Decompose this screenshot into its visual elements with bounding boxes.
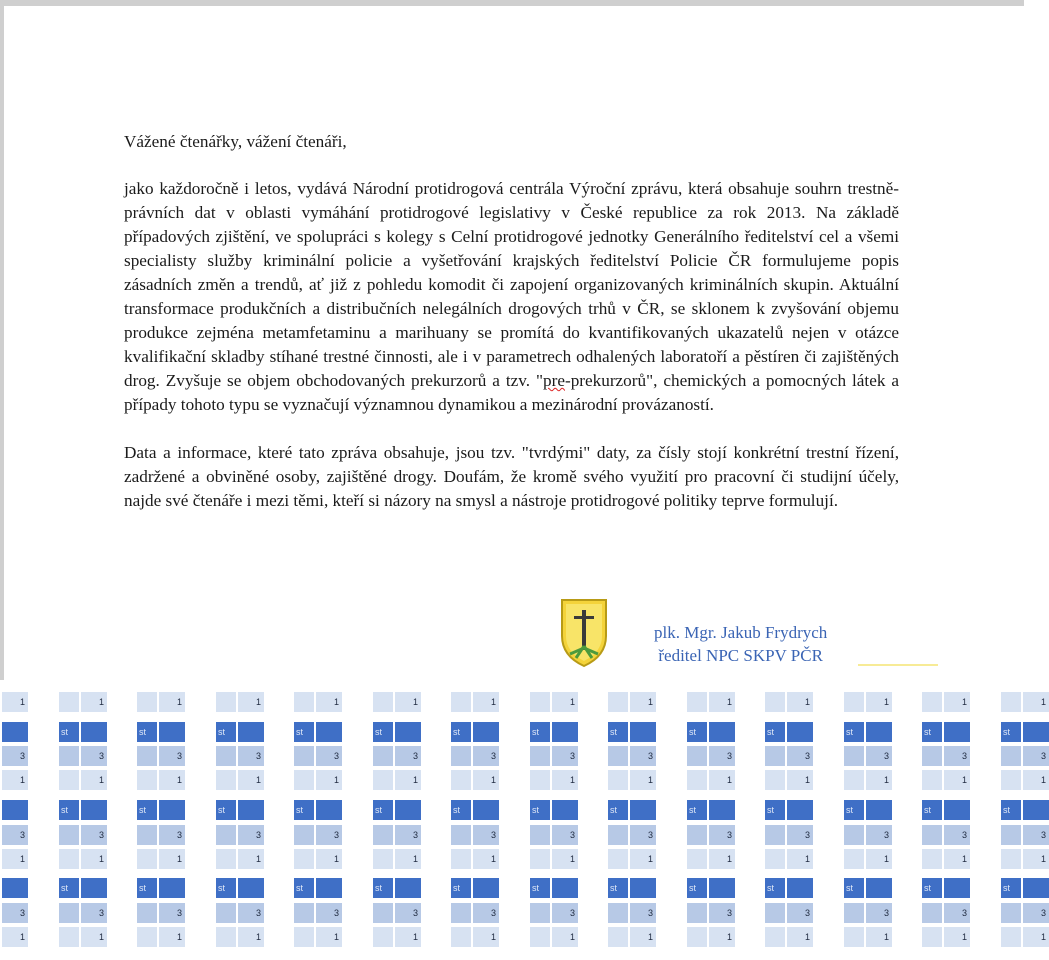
table-cell: [294, 903, 314, 923]
table-cell: [373, 692, 393, 712]
table-cell: st: [530, 878, 550, 898]
table-cell-value: [81, 800, 107, 820]
table-cell-value: [238, 722, 264, 742]
table-cell-value: 3: [1023, 903, 1049, 923]
table-cell-value: 1: [2, 927, 28, 947]
table-cell: [1001, 927, 1021, 947]
table-cell-value: 3: [552, 903, 578, 923]
table-cell-value: 1: [944, 770, 970, 790]
table-cell: [608, 849, 628, 869]
paragraph-1-text-a: jako každoročně i letos, vydává Národní protidrogová centrála Výroční zprávu, která obsahuje souhrn trestně-právních dat v oblasti vymáhání protidrogové legislativy v České republice za rok 2013. Na základě případových zjištění, ve spolupráci s kolegy s Celní protidrogové jednotky Generálního ředitelství cel a všemi specialisty služby kriminální policie a vyšetřování krajských ředitelství Policie ČR formulujeme popis zásadních změn a trendů, ať již z pohledu komodit či zapojení organizovaných kriminálních skupin. Aktuální transformace produkčních a distribučních nelegálních drogových trhů v ČR, se sklonem k zvyšování objemu produkce zejména metamfetaminu a marihuany se promítá do kvantifikovaných ukazatelů nejen v otázce kvalifikační skladby stíhané trestné činnosti, ale i v parametrech odhalených laboratoří a pěstíren či zajištěných drog. Zvyšuje se objem obchodovaných prekurzorů a tzv. ": [124, 179, 899, 390]
table-cell: [294, 746, 314, 766]
table-cell: [373, 849, 393, 869]
table-cell: [59, 770, 79, 790]
table-cell-value: [473, 878, 499, 898]
table-cell: st: [765, 878, 785, 898]
table-cell-value: [630, 800, 656, 820]
table-cell: [59, 746, 79, 766]
table-cell: st: [1001, 722, 1021, 742]
table-cell-value: 3: [81, 903, 107, 923]
table-cell-value: [944, 800, 970, 820]
police-emblem-icon: [556, 596, 612, 668]
table-cell: [922, 746, 942, 766]
table-cell: [530, 746, 550, 766]
table-cell: st: [922, 878, 942, 898]
table-cell: [765, 825, 785, 845]
table-cell: [59, 825, 79, 845]
table-cell-value: 1: [944, 692, 970, 712]
table-cell: [59, 692, 79, 712]
table-cell: [844, 927, 864, 947]
table-cell: [137, 903, 157, 923]
table-cell: [765, 746, 785, 766]
table-cell: st: [216, 722, 236, 742]
table-cell: [451, 903, 471, 923]
table-cell: [373, 746, 393, 766]
table-cell-value: [866, 800, 892, 820]
table-cell: [1001, 825, 1021, 845]
table-cell-value: 1: [395, 927, 421, 947]
table-cell-value: 1: [866, 927, 892, 947]
table-cell-value: 3: [709, 746, 735, 766]
table-cell: [608, 927, 628, 947]
table-cell: [922, 770, 942, 790]
table-cell: st: [294, 878, 314, 898]
table-cell: [216, 746, 236, 766]
table-cell-value: 3: [944, 825, 970, 845]
table-cell: st: [687, 800, 707, 820]
table-cell: st: [608, 800, 628, 820]
table-cell-value: [630, 722, 656, 742]
table-cell: [844, 903, 864, 923]
table-cell: [765, 849, 785, 869]
table-cell-value: 1: [238, 770, 264, 790]
table-cell: st: [844, 800, 864, 820]
table-cell-value: 3: [473, 825, 499, 845]
table-cell-value: 1: [238, 692, 264, 712]
table-cell: st: [922, 800, 942, 820]
table-cell-value: 3: [1023, 746, 1049, 766]
table-cell-value: 3: [81, 825, 107, 845]
table-cell: st: [765, 800, 785, 820]
table-cell-value: 1: [709, 927, 735, 947]
table-cell: st: [137, 722, 157, 742]
table-cell-value: 1: [473, 849, 499, 869]
table-cell-value: 3: [2, 903, 28, 923]
table-cell-value: 3: [630, 825, 656, 845]
table-cell-value: 1: [552, 770, 578, 790]
table-cell-value: 1: [944, 927, 970, 947]
table-cell: [687, 770, 707, 790]
table-cell-value: [944, 878, 970, 898]
table-cell-value: 3: [787, 903, 813, 923]
table-cell: [922, 849, 942, 869]
table-cell: [451, 825, 471, 845]
table-cell: [1001, 692, 1021, 712]
table-cell-value: [159, 878, 185, 898]
table-cell-value: 3: [238, 746, 264, 766]
table-cell-value: 1: [787, 927, 813, 947]
table-cell-value: [2, 878, 28, 898]
table-cell-value: 1: [159, 927, 185, 947]
table-cell-value: 1: [159, 770, 185, 790]
table-cell: [137, 770, 157, 790]
table-cell-value: 1: [709, 770, 735, 790]
table-cell-value: 1: [630, 692, 656, 712]
table-cell-value: [159, 722, 185, 742]
table-cell: [59, 903, 79, 923]
table-cell-value: [709, 722, 735, 742]
table-cell-value: 1: [866, 692, 892, 712]
table-cell: [1001, 849, 1021, 869]
table-cell: st: [687, 722, 707, 742]
table-cell: [530, 692, 550, 712]
table-cell-value: 1: [316, 849, 342, 869]
table-cell-value: 1: [944, 849, 970, 869]
table-cell: [59, 927, 79, 947]
table-cell: st: [451, 800, 471, 820]
signature-name: plk. Mgr. Jakub Frydrych: [654, 623, 828, 642]
table-cell-value: [944, 722, 970, 742]
paragraph-1-text-b: -prekurzorů", chemických a pomocných látek a případy tohoto typu se vyznačují významnou dynamikou a mezinárodní provázaností.: [124, 371, 899, 414]
table-cell: [216, 825, 236, 845]
table-cell: [451, 770, 471, 790]
table-cell-value: 1: [2, 770, 28, 790]
table-cell-value: 3: [1023, 825, 1049, 845]
table-cell-value: [552, 800, 578, 820]
table-cell: [294, 825, 314, 845]
table-cell: [608, 746, 628, 766]
table-cell-value: 1: [552, 692, 578, 712]
highlight-line: [858, 664, 938, 666]
spelling-marked-word: pre: [543, 371, 565, 390]
table-cell-value: 1: [81, 692, 107, 712]
table-cell: st: [137, 878, 157, 898]
table-cell-value: 3: [866, 825, 892, 845]
table-cell-value: [473, 722, 499, 742]
table-cell: [844, 825, 864, 845]
table-cell: [922, 903, 942, 923]
table-cell-value: 1: [238, 927, 264, 947]
table-cell-value: 1: [395, 849, 421, 869]
table-cell: [687, 692, 707, 712]
table-cell-value: 1: [81, 849, 107, 869]
table-cell: [451, 849, 471, 869]
table-cell: st: [1001, 878, 1021, 898]
table-cell: [530, 903, 550, 923]
table-cell-value: [395, 800, 421, 820]
table-cell-value: 1: [709, 849, 735, 869]
table-cell-value: [866, 722, 892, 742]
table-cell-value: [81, 878, 107, 898]
table-cell-value: 1: [159, 849, 185, 869]
table-cell-value: [787, 722, 813, 742]
table-cell: st: [373, 722, 393, 742]
table-cell: st: [608, 878, 628, 898]
table-cell-value: 1: [866, 849, 892, 869]
table-cell-value: 3: [159, 903, 185, 923]
table-cell: [294, 770, 314, 790]
table-cell: [373, 770, 393, 790]
table-cell: [844, 849, 864, 869]
table-cell-value: [2, 722, 28, 742]
table-cell-value: 3: [2, 746, 28, 766]
table-cell: [216, 692, 236, 712]
table-cell: st: [451, 722, 471, 742]
table-cell: [687, 825, 707, 845]
table-cell: st: [922, 722, 942, 742]
table-cell-value: 3: [159, 825, 185, 845]
table-cell-value: [81, 722, 107, 742]
table-cell: [137, 927, 157, 947]
table-cell-value: 1: [2, 849, 28, 869]
table-cell: [608, 770, 628, 790]
table-cell: [844, 692, 864, 712]
table-cell-value: [866, 878, 892, 898]
table-cell: st: [608, 722, 628, 742]
table-cell-value: 1: [1023, 927, 1049, 947]
table-cell: [59, 849, 79, 869]
table-cell: st: [137, 800, 157, 820]
table-cell: st: [373, 878, 393, 898]
table-cell: [137, 825, 157, 845]
table-cell-value: [316, 722, 342, 742]
table-cell-value: 1: [238, 849, 264, 869]
paragraph-2: Data a informace, které tato zpráva obsahuje, jsou tzv. "tvrdými" daty, za čísly stojí konkrétní trestní řízení, zadržené a obviněné osoby, zajištěné drogy. Doufám, že kromě svého využití pro pracovní či studijní účely, najde své čtenáře i mezi těmi, kteří si názory na smysl a nástroje protidrogové politiky teprve formulují.: [124, 443, 899, 510]
table-cell-value: [238, 878, 264, 898]
table-cell: [1001, 903, 1021, 923]
table-cell-value: [316, 800, 342, 820]
table-cell: [765, 927, 785, 947]
table-cell-value: 1: [395, 770, 421, 790]
table-cell-value: 1: [1023, 692, 1049, 712]
table-cell-value: 1: [630, 849, 656, 869]
table-cell: [137, 692, 157, 712]
table-cell: [137, 849, 157, 869]
table-cell: st: [59, 800, 79, 820]
table-cell-value: 3: [473, 903, 499, 923]
table-cell: [216, 770, 236, 790]
table-cell-value: 1: [81, 770, 107, 790]
table-cell: [530, 770, 550, 790]
table-cell-value: 1: [473, 770, 499, 790]
table-cell: [373, 927, 393, 947]
table-cell: [844, 770, 864, 790]
table-cell: st: [765, 722, 785, 742]
table-cell: [922, 927, 942, 947]
table-cell: [137, 746, 157, 766]
table-cell-value: 3: [316, 903, 342, 923]
table-cell: [530, 927, 550, 947]
table-cell: [216, 849, 236, 869]
table-cell-value: 1: [473, 927, 499, 947]
table-cell-value: [709, 878, 735, 898]
table-cell: [373, 825, 393, 845]
table-cell-value: [159, 800, 185, 820]
table-cell: [373, 903, 393, 923]
table-cell-value: [395, 722, 421, 742]
table-cell-value: 1: [787, 770, 813, 790]
table-cell-value: [630, 878, 656, 898]
table-cell-value: 3: [944, 746, 970, 766]
table-cell: st: [530, 800, 550, 820]
table-cell-value: 3: [787, 746, 813, 766]
table-cell-value: 3: [552, 746, 578, 766]
table-cell-value: 3: [395, 903, 421, 923]
table-cell-value: 3: [709, 903, 735, 923]
signature-position: ředitel NPC SKPV PČR: [658, 646, 823, 665]
table-cell-value: 3: [81, 746, 107, 766]
table-cell-value: 1: [552, 927, 578, 947]
table-cell: [216, 903, 236, 923]
table-cell-value: 1: [473, 692, 499, 712]
table-cell-value: 3: [787, 825, 813, 845]
table-cell-value: 1: [316, 770, 342, 790]
table-cell-value: 3: [2, 825, 28, 845]
table-cell: [687, 927, 707, 947]
table-cell-value: 1: [316, 692, 342, 712]
table-cell-value: 1: [866, 770, 892, 790]
table-cell: [451, 692, 471, 712]
table-cell-value: [552, 878, 578, 898]
table-cell-value: 3: [944, 903, 970, 923]
table-cell-value: 3: [395, 746, 421, 766]
table-cell: st: [451, 878, 471, 898]
table-cell-value: 1: [1023, 849, 1049, 869]
greeting: Vážené čtenářky, vážení čtenáři,: [124, 132, 347, 151]
table-cell: [294, 849, 314, 869]
table-cell: [294, 692, 314, 712]
table-cell: st: [530, 722, 550, 742]
table-cell: st: [373, 800, 393, 820]
table-cell: [922, 692, 942, 712]
table-cell: [1001, 770, 1021, 790]
table-cell: st: [294, 722, 314, 742]
table-cell: [1001, 746, 1021, 766]
table-cell-value: 1: [2, 692, 28, 712]
table-cell-value: [2, 800, 28, 820]
table-cell-value: [473, 800, 499, 820]
table-cell-value: 3: [238, 825, 264, 845]
table-cell-value: 1: [787, 692, 813, 712]
table-cell-value: 1: [709, 692, 735, 712]
table-cell-value: [1023, 722, 1049, 742]
table-cell: [765, 692, 785, 712]
table-cell-value: [395, 878, 421, 898]
paragraph-1: [124, 177, 899, 417]
table-cell-value: 1: [552, 849, 578, 869]
table-cell-value: 1: [81, 927, 107, 947]
table-cell: [451, 746, 471, 766]
table-cell: [687, 849, 707, 869]
table-strip: [0, 680, 1046, 960]
table-cell-value: [238, 800, 264, 820]
table-cell: [530, 825, 550, 845]
table-cell: st: [687, 878, 707, 898]
table-cell-value: [1023, 878, 1049, 898]
table-cell-value: 3: [316, 746, 342, 766]
table-cell-value: 1: [630, 927, 656, 947]
table-cell: st: [294, 800, 314, 820]
table-cell-value: 3: [866, 903, 892, 923]
table-cell-value: 3: [630, 903, 656, 923]
table-cell: st: [59, 878, 79, 898]
table-cell-value: 1: [787, 849, 813, 869]
table-cell: [608, 825, 628, 845]
table-cell-value: 1: [395, 692, 421, 712]
table-cell-value: 3: [159, 746, 185, 766]
table-cell: [765, 770, 785, 790]
table-cell-value: 3: [709, 825, 735, 845]
table-cell-value: 3: [630, 746, 656, 766]
table-cell: [765, 903, 785, 923]
table-cell-value: 3: [316, 825, 342, 845]
table-cell: st: [216, 800, 236, 820]
table-cell: st: [59, 722, 79, 742]
table-cell: [530, 849, 550, 869]
table-cell: [687, 746, 707, 766]
letter-body: [124, 130, 899, 537]
table-cell: [294, 927, 314, 947]
table-cell-value: 1: [630, 770, 656, 790]
table-cell-value: [787, 878, 813, 898]
table-cell: [216, 927, 236, 947]
table-cell: st: [844, 878, 864, 898]
table-cell: st: [844, 722, 864, 742]
table-cell: [922, 825, 942, 845]
table-cell-value: [1023, 800, 1049, 820]
table-cell-value: [552, 722, 578, 742]
table-cell: [608, 692, 628, 712]
table-cell: st: [1001, 800, 1021, 820]
table-cell-value: 1: [159, 692, 185, 712]
signature-block: [654, 621, 827, 667]
table-cell: [844, 746, 864, 766]
table-cell-value: 1: [316, 927, 342, 947]
table-cell-value: 1: [1023, 770, 1049, 790]
table-cell: st: [216, 878, 236, 898]
table-cell-value: [709, 800, 735, 820]
table-cell-value: 3: [473, 746, 499, 766]
table-cell-value: 3: [866, 746, 892, 766]
table-cell: [687, 903, 707, 923]
table-cell: [608, 903, 628, 923]
table-cell-value: [787, 800, 813, 820]
table-cell-value: 3: [238, 903, 264, 923]
table-cell: [451, 927, 471, 947]
table-cell-value: 3: [552, 825, 578, 845]
table-cell-value: 3: [395, 825, 421, 845]
table-cell-value: [316, 878, 342, 898]
